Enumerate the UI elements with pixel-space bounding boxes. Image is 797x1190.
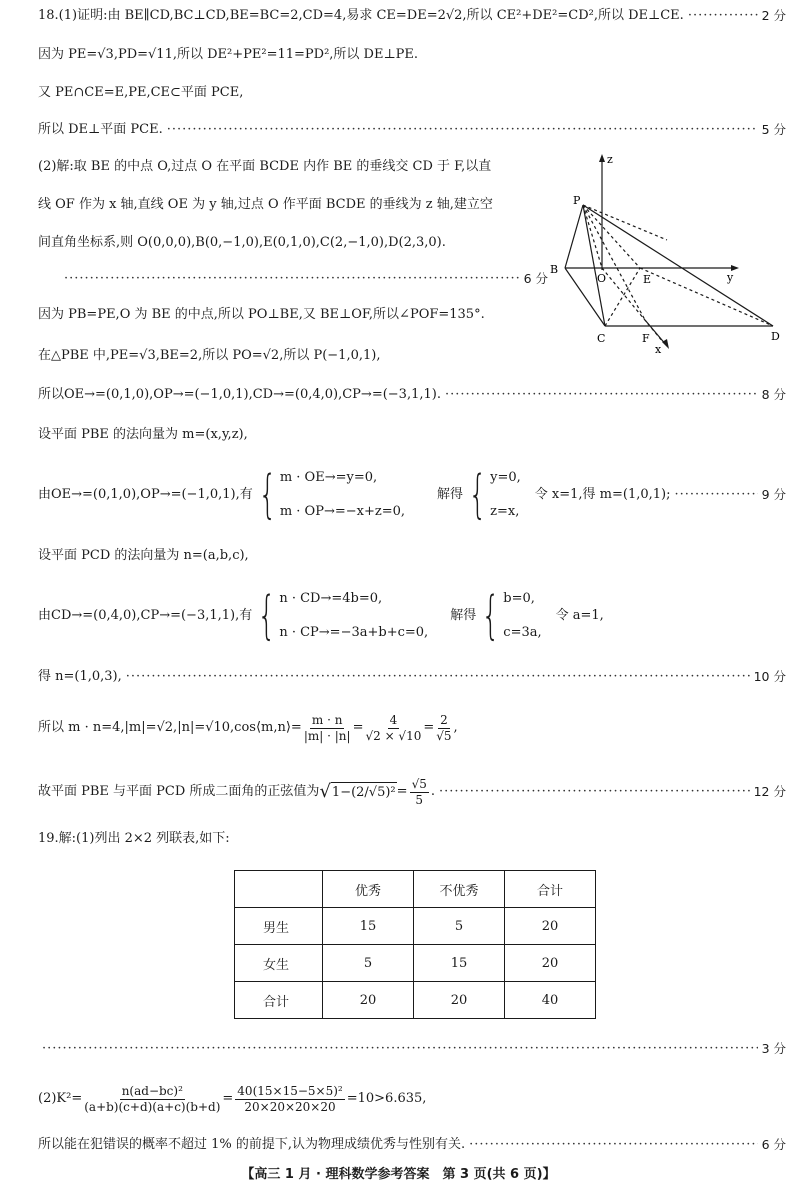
label-x: x (655, 343, 662, 355)
dot-leader (441, 385, 758, 405)
fraction-k2-value: $\frac{\text{40(15×15−5×5)²}}{20\times 20\times 20\times 20}$ (237, 1083, 343, 1114)
equation-system-1: { m · OE→=y=0, m · OP→=−x+z=0, (258, 465, 406, 525)
page-footer: 【高三 1 月 · 理科数学参考答案 第 3 页(共 6 页)】 (241, 1167, 556, 1182)
q19-line-1: 19.解:(1)列出 2×2 列联表,如下: (38, 831, 230, 846)
score-label: 5 分 (761, 122, 786, 137)
label-z: z (607, 153, 613, 166)
q18-line-3: 又 PE∩CE=E,PE,CE⊂平面 PCE, (38, 85, 244, 100)
dot-leader (38, 1039, 758, 1059)
score-label: 12 分 (753, 784, 786, 799)
label-D: D (771, 330, 780, 343)
label-P: P (573, 194, 581, 207)
score-label: 3 分 (761, 1041, 786, 1056)
q18-line-8 (60, 268, 548, 290)
edge-PB (565, 205, 583, 268)
label-F: F (642, 332, 650, 345)
equation-system-2: { n · CD→=4b=0, n · CP→=−3a+b+c=0, (257, 586, 429, 646)
pyramid-figure (545, 150, 785, 355)
solution-system-1: { y=0, z=x, (468, 465, 521, 525)
score-label: 10 分 (753, 669, 786, 684)
table-header-row: 优秀 不优秀 合计 (235, 871, 596, 908)
dot-leader (670, 485, 757, 505)
q18-line-17: 所以 m · n=4,|m|=√2,|n|=√10,cos⟨m,n⟩= $\frac{m \cdot n}{|m| \cdot |n|}$ = $\frac{4}{√2 \times √10}$ = $\frac{2}{√5}$ , (38, 712, 458, 743)
label-O: O (597, 272, 607, 285)
edge-PD (583, 205, 773, 326)
q18-line-14: 设平面 PCD 的法向量为 n=(a,b,c), (38, 548, 249, 563)
fraction-sine: $\frac{√5}{5}$ (411, 776, 427, 807)
q18-line-4: 所以 DE⊥平面 PCE. ····· 5 分 (38, 119, 786, 141)
q18-line-16: 得 n=(1,0,3), ····· 10 分 (38, 666, 786, 688)
fraction-value: $\frac{4}{√2 \times √10}$ (365, 712, 422, 743)
dot-leader (435, 782, 750, 802)
dot-leader (163, 120, 758, 140)
q18-line-10: 在△PBE 中,PE=√3,BE=2,所以 PO=√2,所以 P(−1,0,1), (38, 348, 381, 363)
score-label: 6 分 (523, 271, 548, 286)
q18-line-11: 所以OE→=(0,1,0),OP→=(−1,0,1),CD→=(0,4,0),CP→=(−3,1,1). ····· 8 分 (38, 384, 786, 406)
score-label: 9 分 (761, 487, 786, 502)
q18-line-18: 故平面 PBE 与平面 PCD 所成二面角的正弦值为 √ 1−(2/√5)² = $\frac{√5}{5}$ . ····· 12 分 (38, 772, 786, 812)
q19-table-score-line (38, 1038, 786, 1060)
table-row: 合计 20 20 40 (235, 982, 596, 1019)
q18-line-13: 由OE→=(0,1,0),OP→=(−1,0,1),有 { m · OE→=y=0, m · OP→=−x+z=0, 解得 { y=0, z=x, 令 x=1,得 m=(1,0,1); ····· 9 分 (38, 465, 786, 525)
table-row: 女生 5 15 20 (235, 945, 596, 982)
q18-line-7: 间直角坐标系,则 O(0,0,0),B(0,−1,0),E(0,1,0),C(2,−1,0),D(2,3,0). (38, 235, 446, 250)
edge-ED (640, 268, 773, 326)
fraction-k2-formula: $\frac{\text{n(ad−bc)²}}{(a+b)(c+d)(a+c)(b+d)}$ (84, 1083, 221, 1114)
q18-line-12: 设平面 PBE 的法向量为 m=(x,y,z), (38, 427, 248, 442)
aux-line (583, 205, 667, 240)
z-axis-arrow (599, 154, 605, 162)
solution-system-2: { b=0, c=3a, (481, 586, 542, 646)
contingency-table (234, 870, 596, 1019)
fraction-cos: $\frac{m \cdot n}{|m| \cdot |n|}$ (303, 712, 351, 743)
label-C: C (597, 332, 606, 345)
q18-line-9: 因为 PB=PE,O 为 BE 的中点,所以 PO⊥BE,又 BE⊥OF,所以∠POF=135°. (38, 307, 485, 322)
q18-line-2: 因为 PE=√3,PD=√11,所以 DE²+PE²=11=PD²,所以 DE⊥PE. (38, 47, 419, 62)
segment-PF (583, 205, 645, 320)
q18-line-6: 线 OF 作为 x 轴,直线 OE 为 y 轴,过点 O 作平面 BCDE 的垂线为 z 轴,建立空 (38, 197, 493, 212)
q18-line-5: (2)解:取 BE 的中点 O,过点 O 在平面 BCDE 内作 BE 的垂线交 CD 于 F,以直 (38, 159, 492, 174)
score-label: 6 分 (761, 1137, 786, 1152)
q18-line-1: 18.(1)证明:由 BE∥CD,BC⊥CD,BE=BC=2,CD=4,易求 CE=DE=2√2,所以 CE²+DE²=CD²,所以 DE⊥CE. ····· 2 分 (38, 5, 786, 27)
label-y: y (727, 271, 734, 284)
q19-k2-line: (2)K²= $\frac{\text{n(ad−bc)²}}{(a+b)(c+d)(a+c)(b+d)}$ = $\frac{\text{40(15×15−5×5)²}}{20\times 20\times 20\times 20}$ =10>6.635, (38, 1083, 427, 1114)
table-row: 男生 15 5 20 (235, 908, 596, 945)
dot-leader (60, 269, 520, 289)
q18-line-15: 由CD→=(0,4,0),CP→=(−3,1,1),有 { n · CD→=4b=0, n · CP→=−3a+b+c=0, 解得 { b=0, c=3a, 令 a=1, (38, 586, 604, 646)
label-E: E (643, 273, 652, 286)
label-B: B (550, 263, 559, 276)
dot-leader (122, 667, 750, 687)
dot-leader (684, 6, 758, 26)
edge-CE (605, 268, 640, 326)
score-label: 2 分 (761, 8, 786, 23)
fraction-result: $\frac{2}{√5}$ (436, 712, 452, 743)
q19-conclusion: 所以能在犯错误的概率不超过 1% 的前提下,认为物理成绩优秀与性别有关. ····· 6 分 (38, 1134, 786, 1156)
score-label: 8 分 (761, 387, 786, 402)
dot-leader (465, 1135, 757, 1155)
